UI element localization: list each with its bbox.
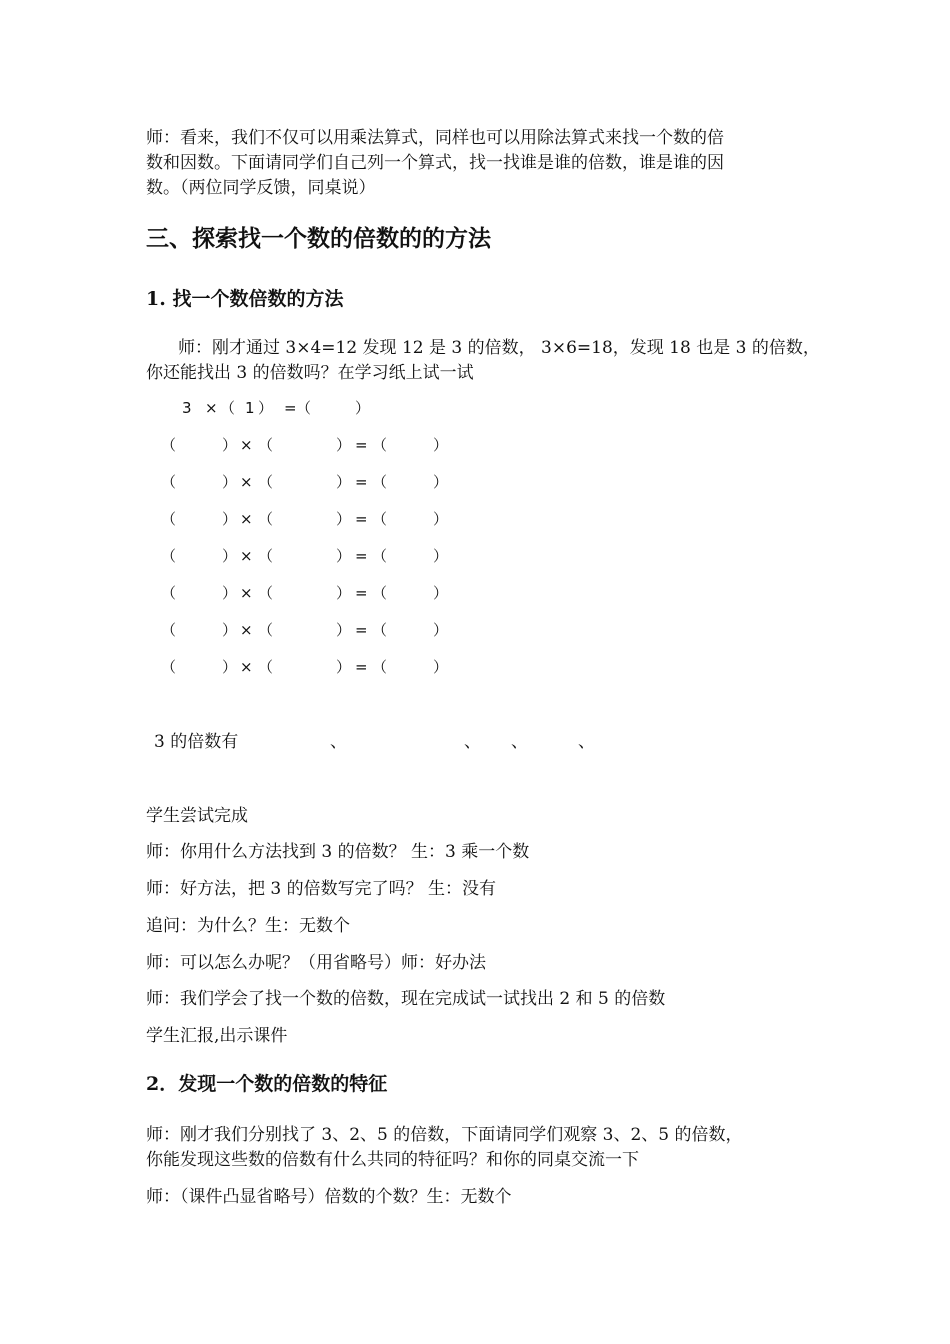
- equals-sign: =: [355, 621, 368, 639]
- right-paren: ）: [336, 510, 352, 528]
- left-paren: （: [161, 510, 177, 528]
- dialogue-line: 学生尝试完成: [146, 806, 248, 826]
- times-sign: ×: [240, 584, 253, 602]
- right-paren: ）: [222, 584, 238, 602]
- right-paren: ）: [222, 473, 238, 491]
- left-paren: （: [161, 473, 177, 491]
- left-paren: （: [372, 436, 388, 454]
- left-paren: （: [258, 658, 274, 676]
- example-left-paren-2: （: [296, 399, 312, 417]
- left-paren: （: [372, 621, 388, 639]
- intro-line-2: 数和因数。下面请同学们自己列一个算式，找一找谁是谁的倍数，谁是谁的因: [146, 153, 724, 173]
- teacher-paragraph-1-line-1: 师：刚才通过 3×4=12 发现 12 是 3 的倍数， 3×6=18，发现 18 也是 3 的倍数，: [178, 338, 820, 358]
- teacher-paragraph-2-line-2: 你能发现这些数的倍数有什么共同的特征吗？和你的同桌交流一下: [146, 1150, 639, 1170]
- left-paren: （: [161, 584, 177, 602]
- dialogue-line: 师：我们学会了找一个数的倍数，现在完成试一试找出 2 和 5 的倍数: [146, 989, 666, 1009]
- left-paren: （: [372, 658, 388, 676]
- intro-line-1: 师：看来，我们不仅可以用乘法算式，同样也可以用除法算式来找一个数的倍: [146, 128, 724, 148]
- right-paren: ）: [222, 436, 238, 454]
- equals-sign: =: [355, 510, 368, 528]
- times-sign: ×: [240, 658, 253, 676]
- dialogue-line: 师：可以怎么办呢？（用省略号）师：好办法: [146, 953, 486, 973]
- multiples-separator: 、: [464, 732, 481, 752]
- dialogue-line: 师：好方法，把 3 的倍数写完了吗？ 生：没有: [146, 879, 497, 899]
- example-right-paren: ）: [258, 399, 274, 417]
- dialogue-line: 追问：为什么？生：无数个: [146, 916, 350, 936]
- times-sign: ×: [240, 510, 253, 528]
- times-sign: ×: [240, 473, 253, 491]
- right-paren: ）: [222, 658, 238, 676]
- multiples-separator: 、: [578, 732, 595, 752]
- intro-line-3: 数。（两位同学反馈，同桌说）: [146, 178, 376, 198]
- multiples-separator: 、: [511, 732, 528, 752]
- subsection-heading-2: 2．发现一个数的倍数的特征: [146, 1073, 388, 1095]
- right-paren: ）: [433, 547, 449, 565]
- left-paren: （: [372, 584, 388, 602]
- times-sign: ×: [240, 621, 253, 639]
- right-paren: ）: [222, 547, 238, 565]
- subsection-heading-1: 1. 找一个数倍数的方法: [146, 288, 344, 310]
- section-heading: 三、探索找一个数的倍数的的方法: [146, 225, 491, 252]
- right-paren: ）: [336, 436, 352, 454]
- equals-sign: =: [355, 658, 368, 676]
- example-equals-sign: =: [284, 399, 297, 417]
- left-paren: （: [372, 547, 388, 565]
- dialogue-line: 学生汇报,出示课件: [146, 1026, 288, 1046]
- left-paren: （: [372, 473, 388, 491]
- equals-sign: =: [355, 436, 368, 454]
- left-paren: （: [161, 658, 177, 676]
- left-paren: （: [258, 621, 274, 639]
- teacher-paragraph-1-line-2: 你还能找出 3 的倍数吗？在学习纸上试一试: [146, 363, 474, 383]
- left-paren: （: [258, 547, 274, 565]
- right-paren: ）: [222, 510, 238, 528]
- right-paren: ）: [336, 473, 352, 491]
- right-paren: ）: [336, 658, 352, 676]
- right-paren: ）: [433, 510, 449, 528]
- right-paren: ）: [433, 584, 449, 602]
- right-paren: ）: [433, 473, 449, 491]
- right-paren: ）: [433, 658, 449, 676]
- right-paren: ）: [433, 621, 449, 639]
- right-paren: ）: [222, 621, 238, 639]
- equals-sign: =: [355, 473, 368, 491]
- left-paren: （: [372, 510, 388, 528]
- left-paren: （: [258, 510, 274, 528]
- left-paren: （: [161, 547, 177, 565]
- example-right-paren-2: ）: [355, 399, 371, 417]
- teacher-paragraph-2-line-1: 师：刚才我们分别找了 3、2、5 的倍数，下面请同学们观察 3、2、5 的倍数，: [146, 1125, 743, 1145]
- example-factor: 3: [182, 399, 192, 417]
- times-sign: ×: [240, 547, 253, 565]
- equals-sign: =: [355, 584, 368, 602]
- multiples-label: 3 的倍数有: [154, 732, 239, 752]
- example-multiplier: 1: [245, 399, 255, 417]
- equals-sign: =: [355, 547, 368, 565]
- times-sign: ×: [240, 436, 253, 454]
- left-paren: （: [161, 621, 177, 639]
- example-times-sign: ×: [205, 399, 218, 417]
- left-paren: （: [258, 436, 274, 454]
- left-paren: （: [161, 436, 177, 454]
- right-paren: ）: [336, 547, 352, 565]
- dialogue-line: 师：你用什么方法找到 3 的倍数？ 生：3 乘一个数: [146, 842, 530, 862]
- multiples-separator: 、: [330, 732, 347, 752]
- example-left-paren: （: [220, 399, 236, 417]
- right-paren: ）: [336, 584, 352, 602]
- left-paren: （: [258, 473, 274, 491]
- right-paren: ）: [433, 436, 449, 454]
- teacher-paragraph-3: 师：（课件凸显省略号）倍数的个数？生：无数个: [146, 1187, 512, 1207]
- right-paren: ）: [336, 621, 352, 639]
- left-paren: （: [258, 584, 274, 602]
